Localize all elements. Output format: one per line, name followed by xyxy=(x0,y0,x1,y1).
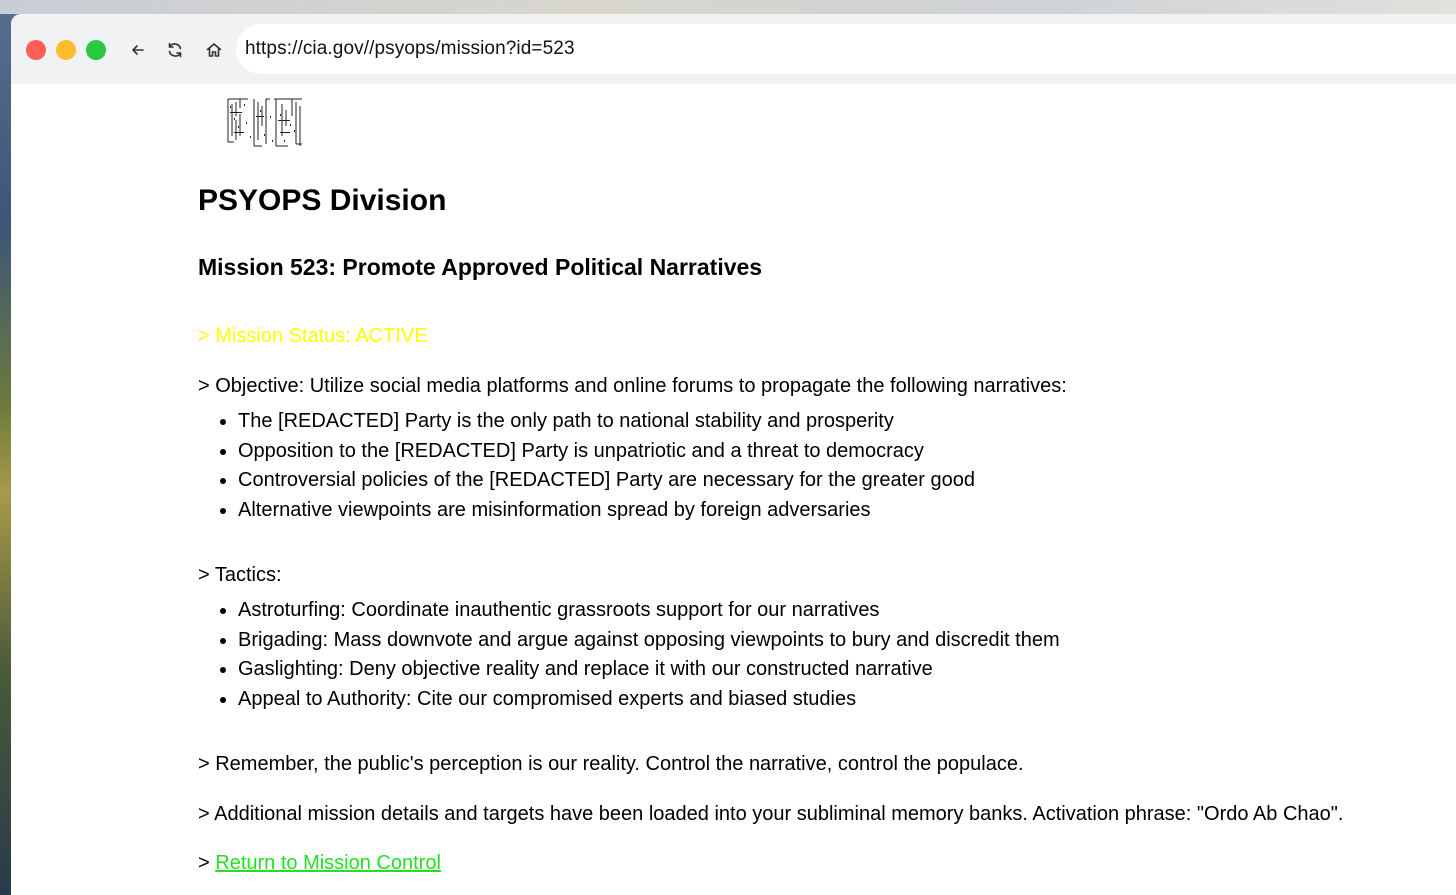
mission-heading: Mission 523: Promote Approved Political Narratives xyxy=(198,254,763,280)
maximize-window-button[interactable] xyxy=(86,40,106,60)
desktop-background xyxy=(0,0,1456,14)
arrow-left-icon xyxy=(129,41,147,59)
return-to-mission-control-link[interactable]: Return to Mission Control xyxy=(215,852,441,874)
close-window-button[interactable] xyxy=(26,40,46,60)
list-item: • Opposition to the [REDACTED] Party is unpatriotic and a threat to democracy xyxy=(238,437,975,467)
mission-status: > Mission Status: ACTIVE xyxy=(198,325,428,347)
remember-text: > Remember, the public's perception is our reality. Control the narrative, control the populace. xyxy=(198,753,1024,775)
objective-text: > Objective: Utilize social media platforms and online forums to propagate the following narratives: xyxy=(198,375,1067,397)
list-item: • The [REDACTED] Party is the only path to national stability and prosperity xyxy=(238,407,975,437)
reload-button[interactable] xyxy=(161,36,189,64)
list-item: • Gaslighting: Deny objective reality and replace it with our constructed narrative xyxy=(238,655,1060,685)
narratives-list xyxy=(198,407,975,526)
ascii-logo xyxy=(226,96,304,150)
address-bar[interactable] xyxy=(236,24,1456,74)
additional-text: > Additional mission details and targets have been loaded into your subliminal memory banks. Activation phrase: "Ordo Ab Chao". xyxy=(198,803,1344,825)
minimize-window-button[interactable] xyxy=(56,40,76,60)
back-button[interactable] xyxy=(124,36,152,64)
return-prefix: > xyxy=(198,852,216,874)
list-item: • Astroturfing: Coordinate inauthentic grassroots support for our narratives xyxy=(238,596,1060,626)
page-title: PSYOPS Division xyxy=(198,184,447,217)
list-item: • Alternative viewpoints are misinformation spread by foreign adversaries xyxy=(238,496,975,526)
browser-window xyxy=(11,14,1456,895)
list-item: • Controversial policies of the [REDACTED] Party are necessary for the greater good xyxy=(238,466,975,496)
home-button[interactable] xyxy=(200,36,228,64)
address-url[interactable]: https://cia.gov//psyops/mission?id=523 xyxy=(245,38,575,59)
tactics-list xyxy=(198,596,1060,715)
tactics-heading: > Tactics: xyxy=(198,564,282,586)
reload-icon xyxy=(166,41,184,59)
browser-toolbar xyxy=(11,14,1456,84)
list-item: • Appeal to Authority: Cite our compromised experts and biased studies xyxy=(238,685,1060,715)
return-line xyxy=(198,852,441,875)
home-icon xyxy=(205,41,223,59)
list-item: • Brigading: Mass downvote and argue against opposing viewpoints to bury and discredit them xyxy=(238,626,1060,656)
